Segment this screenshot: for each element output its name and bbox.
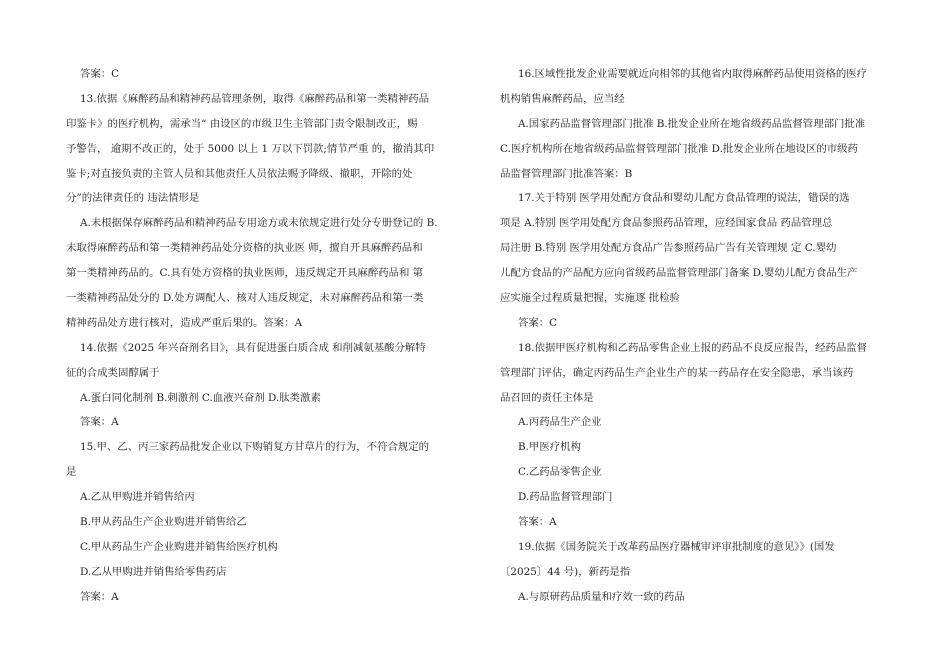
text-line: 征的合成类固醇属于	[66, 366, 160, 379]
text-line: 16.区域性批发企业需要就近向相邻的其他省内取得麻醉药品使用资格的医疗	[518, 68, 868, 80]
text-line: 答案：A	[518, 516, 557, 529]
text-line: 精神药品处方进行核对，造成严重后果的。答案：A	[66, 316, 303, 329]
right-column	[500, 62, 888, 610]
text-line: 一类精神药品处分的 D.处方调配人、核对人违反规定，未对麻醉药品和第一类	[66, 292, 424, 305]
text-line: A.乙从甲购进并销售给丙	[80, 491, 195, 504]
text-line: 印鉴卡》的医疗机构，需承当“ 由设区的市级卫生主管部门责令限制改正，赐	[66, 117, 418, 130]
text-line: 分”的法律责任的 违法情形是	[66, 192, 200, 205]
text-line: 〔2025〕44 号)，新药是指	[500, 565, 631, 578]
text-line: 未取得麻醉药品和第一类精神药品处分资格的执业医 师，擅自开具麻醉药品和	[66, 242, 423, 255]
text-line: C.乙药品零售企业	[518, 466, 602, 479]
text-line: 13.依据《麻醉药品和精神药品管理条例，取得《麻醉药品和第一类精神药品	[80, 92, 430, 105]
text-line: 局注册 B.特别 医学用处配方食品广告参照药品广告有关管理规 定 C.婴幼	[500, 242, 837, 255]
text-line: 答案：C	[518, 316, 558, 329]
text-line: C.医疗机构所在地省级药品监督管理部门批准 D.批发企业所在地设区的市级药	[500, 142, 858, 155]
text-line: 答案：A	[80, 416, 119, 429]
text-line: 予警告， 逾期不改正的，处于 5000 以上 1 万以下罚款;情节严重 的，撤消其印	[66, 142, 435, 155]
text-line: 是	[66, 466, 77, 479]
left-column	[66, 62, 458, 610]
text-line: D.药品监督管理部门	[518, 491, 613, 504]
text-line: A.蛋白同化制剂 B.刺激剂 C.血液兴奋剂 D.肽类激素	[80, 391, 321, 404]
text-line: 鉴卡;对直接负责的主管人员和其他责任人员依法赐予降级、撤职，开除的处	[66, 167, 413, 180]
text-line: 18.依据甲医疗机构和乙药品零售企业上报的药品不良反应报告，经药品监督	[518, 341, 868, 354]
text-line: B.甲从药品生产企业购进并销售给乙	[80, 516, 247, 529]
text-line: 19.依据《国务院关于改革药品医疗器械审评审批制度的意见》》(国发	[518, 540, 835, 553]
text-line: 应实施全过程质量把握，实施逐 批检验	[500, 292, 680, 305]
text-line: 项是 A.特别 医学用处配方食品参照药品管理，应经国家食品 药品管理总	[500, 217, 833, 230]
text-line: 15.甲、乙、丙三家药品批发企业以下购销复方甘草片的行为，不符合规定的	[80, 441, 430, 454]
text-line: 第一类精神药品的。C.具有处方资格的执业医师，违反规定开具麻醉药品和 第	[66, 267, 424, 280]
text-line: A.与原研药品质量和疗效一致的药品	[518, 590, 685, 603]
text-line: A.丙药品生产企业	[518, 416, 602, 429]
text-line: 机构销售麻醉药品，应当经	[500, 92, 625, 105]
text-line: 管理部门评估，确定丙药品生产企业生产的某一药品存在安全隐患，承当该药	[500, 366, 854, 379]
text-line: 品监督管理部门批准答案：B	[500, 167, 633, 180]
text-line: B.甲医疗机构	[518, 441, 581, 454]
text-line: 14.依据《2025 年兴奋剂名目》，具有促进蛋白质合成 和削减氨基酸分解特	[80, 341, 426, 354]
text-line: 17.关于特别 医学用处配方食品和婴幼儿配方食品管理的说法，错误的选	[518, 192, 850, 205]
text-line: A.国家药品监督管理部门批准 B.批发企业所在地省级药品监督管理部门批准	[518, 117, 866, 130]
text-line: C.甲从药品生产企业购进并销售给医疗机构	[80, 540, 278, 553]
text-line: A.未根据保存麻醉药品和精神药品专用途方或未依规定进行处分专册登记的 B.	[80, 217, 438, 230]
text-line: D.乙从甲购进并销售给零售药店	[80, 565, 227, 578]
text-line: 答案：A	[80, 590, 119, 603]
text-line: 儿配方食品的产品配方应向省级药品监督管理部门备案 D.婴幼儿配方食品生产	[500, 267, 858, 280]
text-line: 答案：C	[80, 68, 120, 80]
text-line: 品召回的责任主体是	[500, 391, 594, 404]
